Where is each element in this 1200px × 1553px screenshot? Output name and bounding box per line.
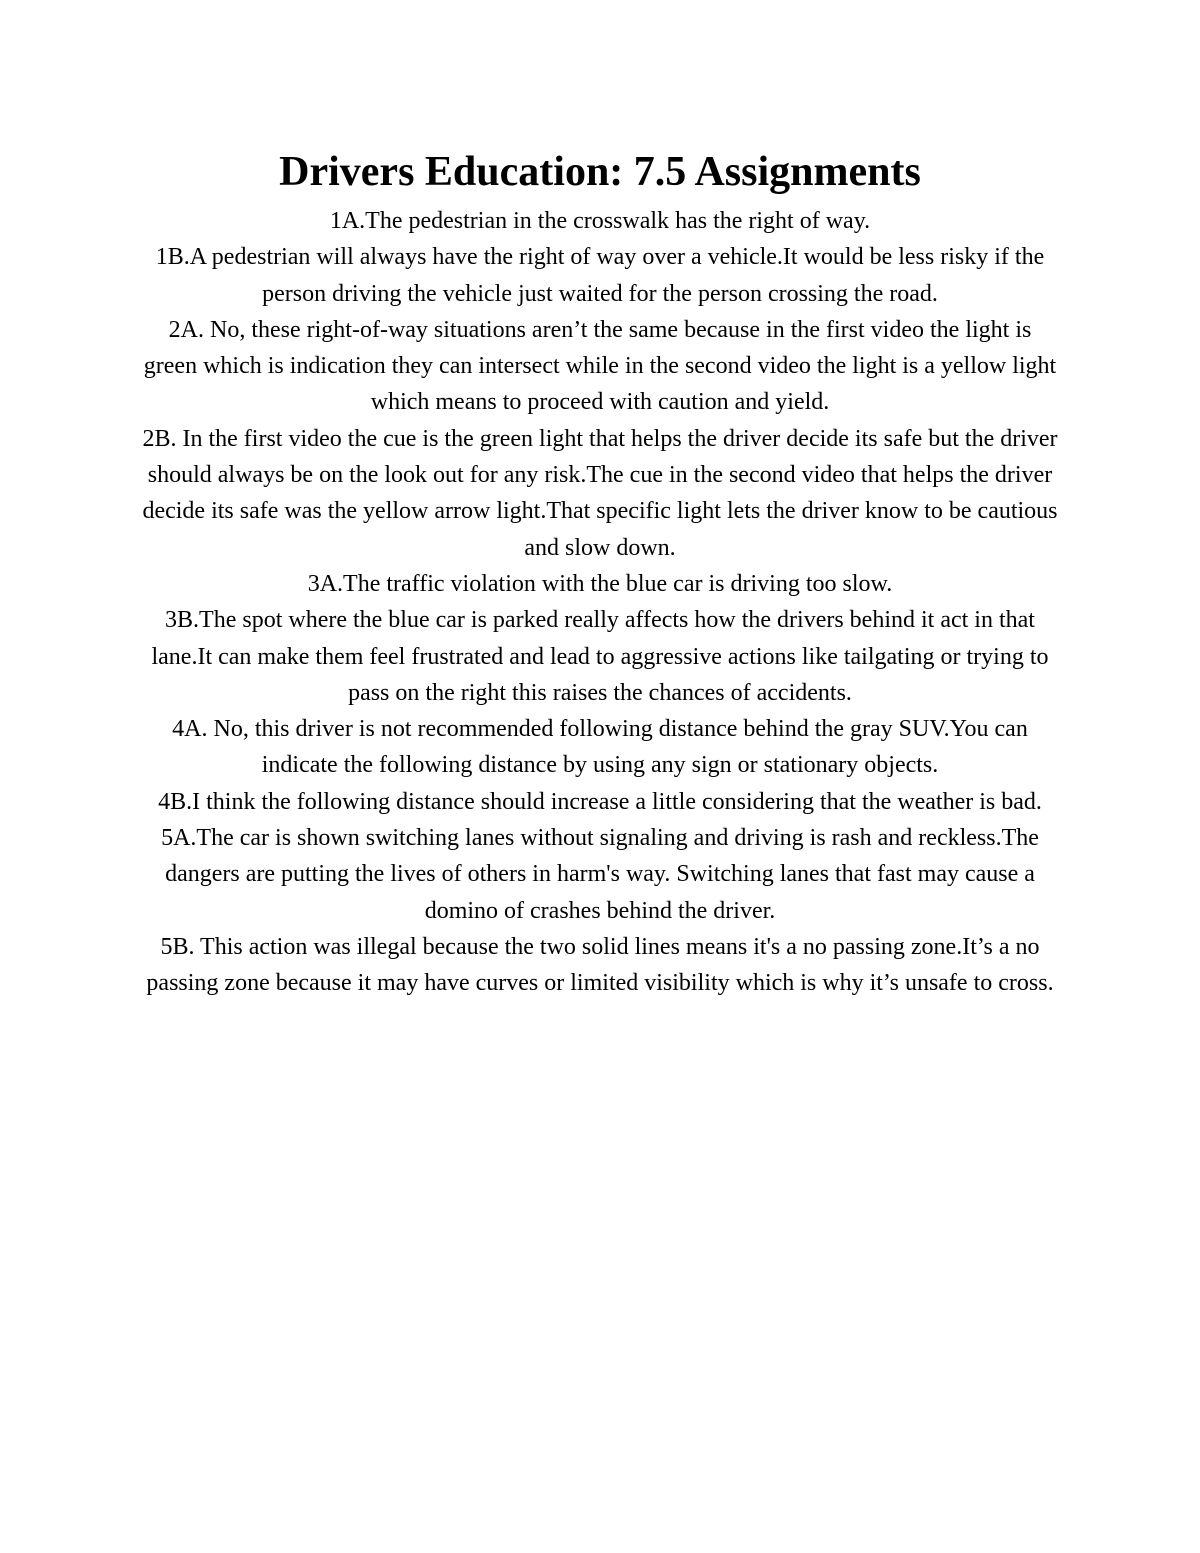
answer-3b: 3B.The spot where the blue car is parked really affects how the drivers behind it act in that lane.It can make them feel frustrated and lead to aggressive actions like tailgating or trying to pass on the right this raises the chances of accidents. xyxy=(151,607,1049,706)
answer-5a: 5A.The car is shown switching lanes without signaling and driving is rash and reckless.The dangers are putting the lives of others in harm's way. Switching lanes that fast may cause a domino of crashes behind the driver. xyxy=(161,825,1039,924)
answer-4b: 4B.I think the following distance should increase a little considering that the weather is bad. xyxy=(158,788,1042,815)
document-body xyxy=(140,203,1060,1002)
answer-1a: 1A.The pedestrian in the crosswalk has the right of way. xyxy=(329,208,871,234)
answer-2b: 2B. In the first video the cue is the green light that helps the driver decide its safe but the driver should always be on the look out for any risk.The cue in the second video that helps the driver decide its safe was the yellow arrow light.That specific light lets the driver know to be cautious and slow down. xyxy=(142,425,1058,561)
answer-5b: 5B. This action was illegal because the two solid lines means it's a no passing zone.It’s a no passing zone because it may have curves or limited visibility which is why it’s unsafe to cross. xyxy=(146,933,1054,997)
answer-1b: 1B.A pedestrian will always have the right of way over a vehicle.It would be less risky if the person driving the vehicle just waited for the person crossing the road. xyxy=(155,244,1045,307)
answer-3a: 3A.The traffic violation with the blue car is driving too slow. xyxy=(307,570,893,597)
document-title: Drivers Education: 7.5 Assignments xyxy=(279,149,921,195)
answer-2a: 2A. No, these right-of-way situations aren’t the same because in the first video the light is green which is indication they can intersect while in the second video the light is a yellow light which means to proceed with caution and yield. xyxy=(143,316,1057,416)
answer-4a: 4A. No, this driver is not recommended following distance behind the gray SUV.You can indicate the following distance by using any sign or stationary objects. xyxy=(172,716,1028,779)
